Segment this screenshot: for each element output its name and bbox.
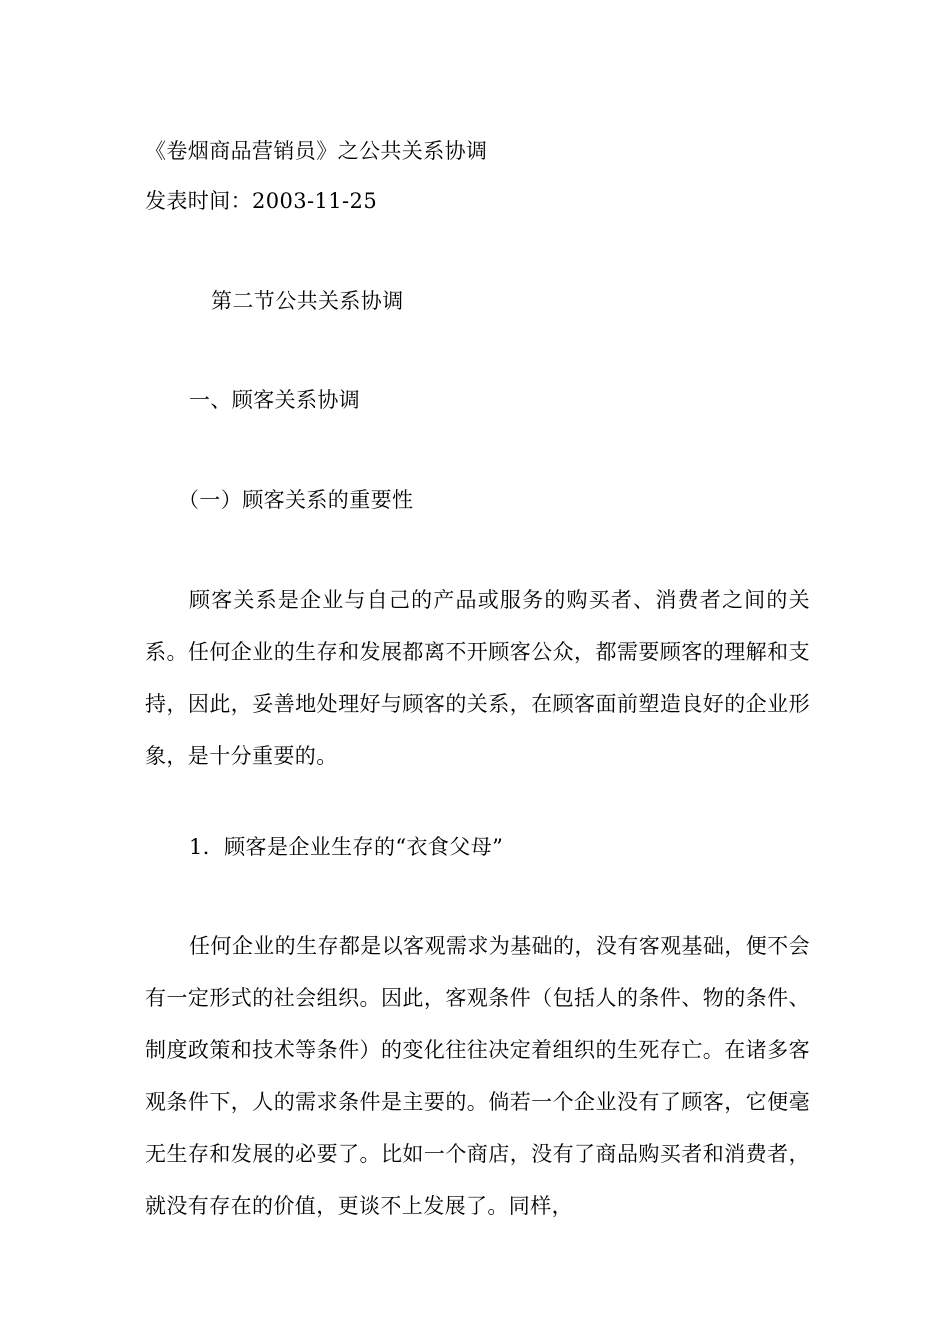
heading-level-1: 一、顾客关系协调 [189, 388, 361, 412]
section-heading: 第二节公共关系协调 [211, 289, 404, 313]
document-title: 《卷烟商品营销员》之公共关系协调 [145, 139, 488, 163]
body-paragraph-1: 顾客关系是企业与自己的产品或服务的购买者、消费者之间的关系。任何企业的生存和发展都离不开顾客公众，都需要顾客的理解和支持，因此，妥善地处理好与顾客的关系，在顾客面前塑造良好的企业形象，是十分重要的。 [145, 588, 810, 768]
publish-time: 发表时间：2003-11-25 [145, 189, 378, 213]
point-heading-1: 1．顾客是企业生存的“衣食父母” [189, 835, 504, 859]
body-paragraph-2: 任何企业的生存都是以客观需求为基础的，没有客观基础，便不会有一定形式的社会组织。因此，客观条件（包括人的条件、物的条件、制度政策和技术等条件）的变化往往决定着组织的生死存亡。在诸多客观条件下，人的需求条件是主要的。倘若一个企业没有了顾客，它便毫无生存和发展的必要了。比如一个商店，没有了商品购买者和消费者，就没有存在的价值，更谈不上发展了。同样， [145, 934, 810, 1218]
heading-level-2: （一）顾客关系的重要性 [178, 488, 414, 512]
